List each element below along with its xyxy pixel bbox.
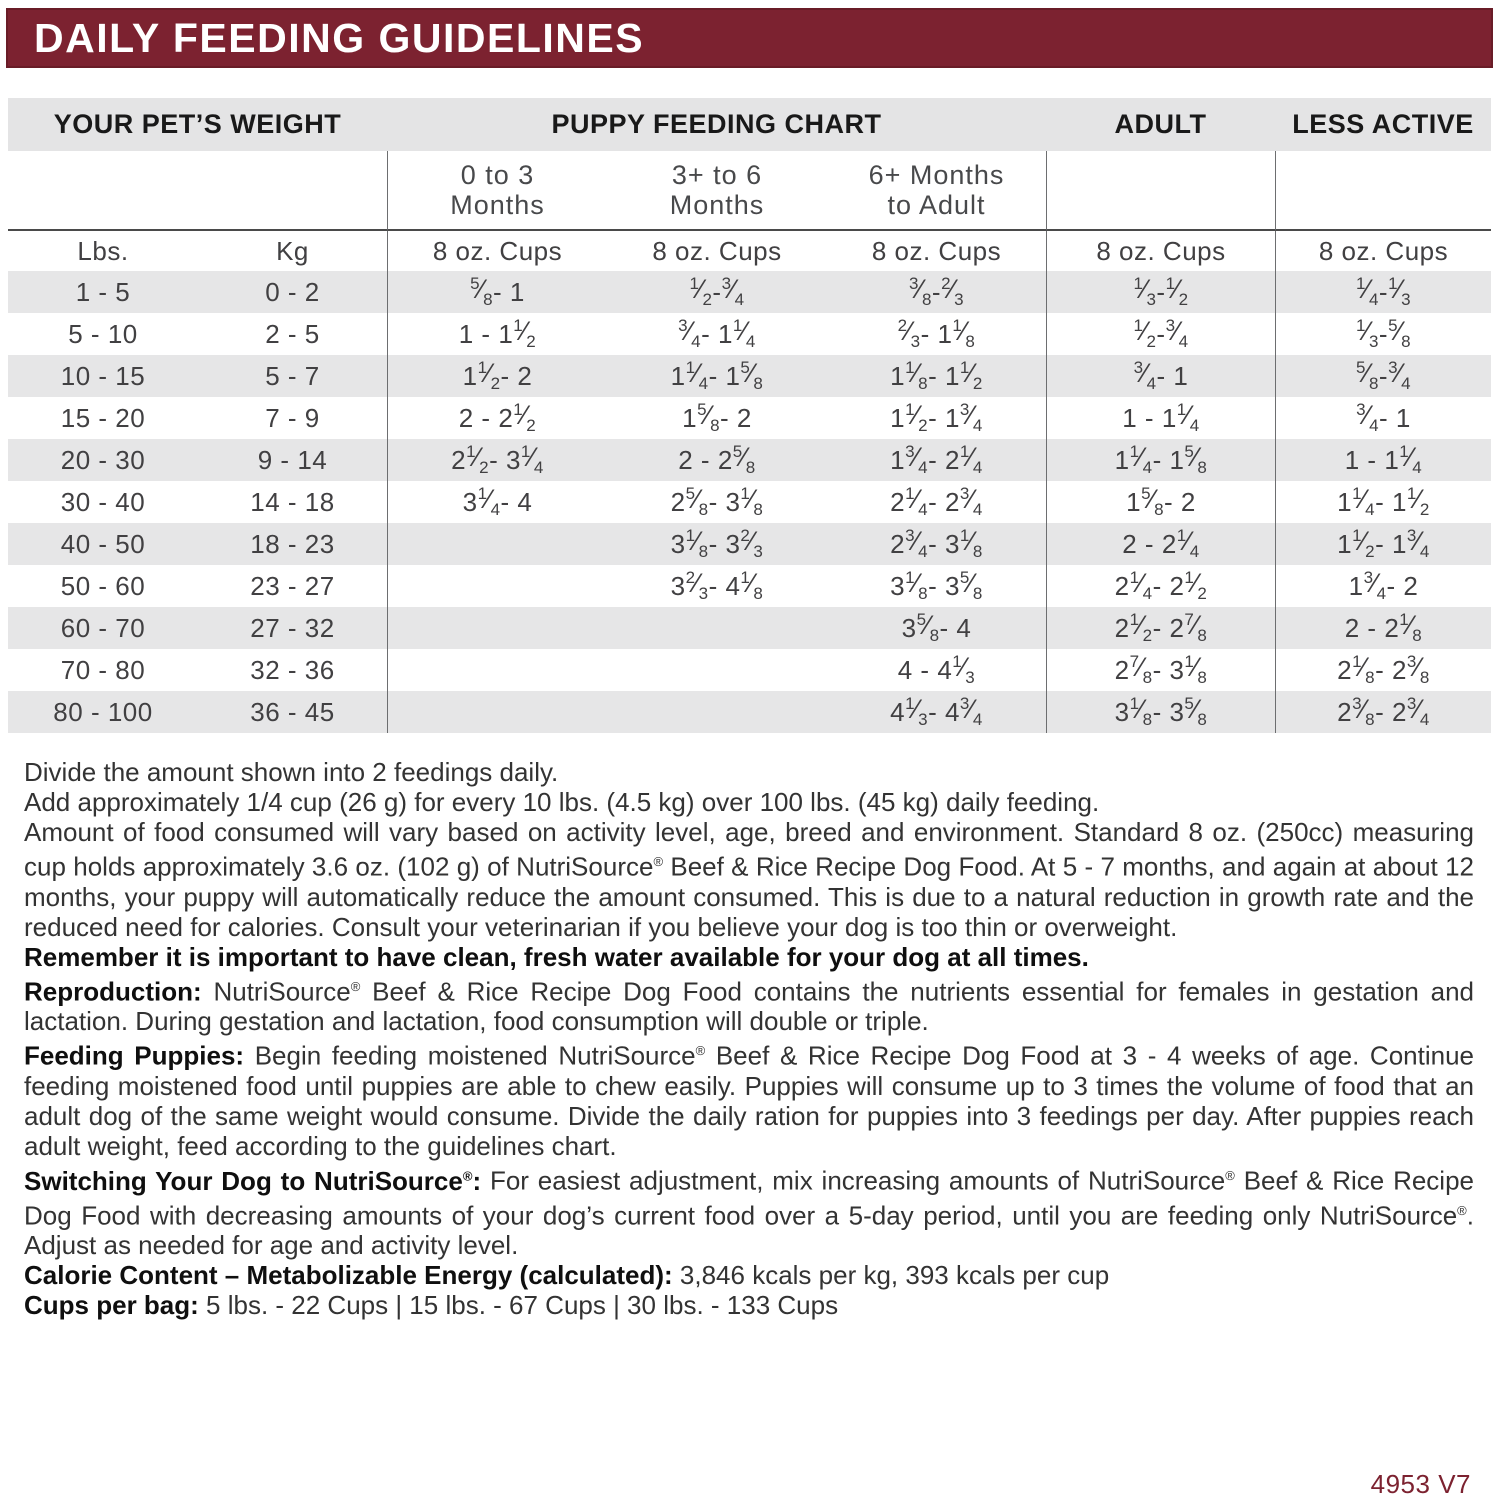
cell-cups: 3 $^1⁄_8$ - 3 $^5⁄_8$ bbox=[890, 568, 983, 603]
cell-kg: 23 - 27 bbox=[250, 570, 335, 601]
age-column-header: 0 to 3 Months bbox=[387, 151, 607, 231]
cell-cups: $^3⁄_4$ - 1 $^1⁄_4$ bbox=[678, 316, 756, 351]
cell-cups: $^1⁄_3$ - $^5⁄_8$ bbox=[1275, 313, 1491, 355]
cell-cups: $^3⁄_4$ - 1 bbox=[1275, 397, 1491, 439]
cups-unit-header: 8 oz. Cups bbox=[387, 231, 607, 271]
cell-lbs: 15 - 20 bbox=[60, 402, 146, 433]
cell-cups: $^1⁄_4$ - $^1⁄_3$ bbox=[1275, 271, 1491, 313]
note-paragraph-calorie-content-metabolizable-energy-calculated: Calorie Content – Metabolizable Energy (calculated): 3,846 kcals per kg, 393 kcals per cup bbox=[24, 1260, 1110, 1291]
months-spacer bbox=[1275, 151, 1491, 231]
group-header-weight: YOUR PET’S WEIGHT bbox=[8, 98, 387, 151]
cell-cups: 3 $^1⁄_8$ - 3 $^5⁄_8$ bbox=[1046, 691, 1275, 733]
cell-lbs: 50 - 60 bbox=[60, 570, 146, 601]
group-header-less-active: LESS ACTIVE bbox=[1275, 98, 1491, 151]
cell-cups: 1 $^1⁄_8$ - 1 $^1⁄_2$ bbox=[827, 355, 1046, 397]
group-header-puppy: PUPPY FEEDING CHART bbox=[387, 98, 1046, 151]
cell-cups: 2 $^1⁄_8$ - 2 $^3⁄_8$ bbox=[1275, 649, 1491, 691]
cell-cups: 1 $^1⁄_4$ - 1 $^5⁄_8$ bbox=[1046, 439, 1275, 481]
feeding-table bbox=[8, 98, 1491, 733]
cell-cups: 2 $^3⁄_8$ - 2 $^3⁄_4$ bbox=[1275, 691, 1491, 733]
cell-lbs: 60 - 70 bbox=[8, 607, 198, 649]
cell-cups: 1 $^3⁄_4$ - 2 $^1⁄_4$ bbox=[827, 439, 1046, 481]
age-column-header: 6+ Months to Adult bbox=[827, 151, 1046, 231]
cell-cups: 1 $^3⁄_4$ - 2 bbox=[1275, 565, 1491, 607]
group-header-adult: ADULT bbox=[1046, 98, 1275, 151]
page-title: DAILY FEEDING GUIDELINES bbox=[34, 14, 645, 61]
cell-cups: 2 $^1⁄_2$ - 3 $^1⁄_4$ bbox=[387, 439, 607, 481]
cell-cups bbox=[387, 523, 607, 565]
cell-cups: 2 $^1⁄_4$ - 2 $^1⁄_2$ bbox=[1046, 565, 1275, 607]
cell-cups: 3 $^1⁄_8$ - 3 $^2⁄_3$ bbox=[607, 523, 827, 565]
cell-lbs: 70 - 80 bbox=[60, 654, 146, 685]
cell-cups: 1 $^1⁄_2$ - 1 $^3⁄_4$ bbox=[1275, 523, 1491, 565]
cell-kg: 18 - 23 bbox=[198, 523, 387, 565]
cell-kg: 2 - 5 bbox=[265, 318, 320, 349]
cell-lbs: 5 - 10 bbox=[68, 318, 138, 349]
cell-kg: 5 - 7 bbox=[198, 355, 387, 397]
cell-cups: $^5⁄_8$ - $^3⁄_4$ bbox=[1275, 355, 1491, 397]
cell-kg: 32 - 36 bbox=[250, 654, 335, 685]
cell-lbs: 80 - 100 bbox=[8, 691, 198, 733]
cell-cups bbox=[387, 607, 607, 649]
cell-cups bbox=[607, 691, 827, 733]
cell-cups: 1 $^1⁄_2$ - 1 $^3⁄_4$ bbox=[890, 400, 983, 435]
cell-cups: 2 - 2 $^1⁄_2$ bbox=[387, 397, 607, 439]
cell-lbs: 20 - 30 bbox=[8, 439, 198, 481]
cell-cups: 2 - 2 $^1⁄_8$ bbox=[1275, 607, 1491, 649]
cell-cups: 3 $^5⁄_8$ - 4 bbox=[827, 607, 1046, 649]
cell-cups: $^1⁄_2$ - $^3⁄_4$ bbox=[1046, 313, 1275, 355]
cell-cups: 4 $^1⁄_3$ - 4 $^3⁄_4$ bbox=[827, 691, 1046, 733]
cell-lbs: 10 - 15 bbox=[8, 355, 198, 397]
feeding-notes bbox=[0, 733, 1499, 1320]
cell-cups: 1 - 1 $^1⁄_2$ bbox=[387, 313, 607, 355]
note-paragraph: Amount of food consumed will vary based on activity level, age, breed and environment. Standard 8 oz. (250cc) measuring cup holds approximately 3.6 oz. (102 g) of NutriSource® Beef & Rice Recipe Dog Food. At 5 - 7 months, and again at about 12 months, your puppy will automatically reduce the amount consumed. This is due to a natural reduction in growth rate and the reduced need for calories. Consult your veterinarian if you believe your dog is too thin or overweight. bbox=[24, 817, 1474, 942]
cell-cups bbox=[607, 649, 827, 691]
cell-cups: $^3⁄_8$ - $^2⁄_3$ bbox=[827, 271, 1046, 313]
cell-cups: 2 $^5⁄_8$ - 3 $^1⁄_8$ bbox=[670, 484, 764, 519]
cell-cups: 1 $^5⁄_8$ - 2 bbox=[682, 400, 752, 435]
cell-kg: 7 - 9 bbox=[265, 402, 320, 433]
cups-unit-header: 8 oz. Cups bbox=[1275, 231, 1491, 271]
cell-cups bbox=[387, 691, 607, 733]
cell-cups: 1 $^5⁄_8$ - 2 bbox=[1046, 481, 1275, 523]
cell-cups bbox=[387, 649, 607, 691]
cell-cups bbox=[387, 565, 607, 607]
note-paragraph: Add approximately 1/4 cup (26 g) for every 10 lbs. (4.5 kg) over 100 lbs. (45 kg) daily feeding. bbox=[24, 787, 1100, 817]
cell-lbs: 40 - 50 bbox=[8, 523, 198, 565]
cell-cups: 2 - 2 $^5⁄_8$ bbox=[607, 439, 827, 481]
cell-cups: 1 $^1⁄_4$ - 1 $^5⁄_8$ bbox=[607, 355, 827, 397]
weight-unit-kg: Kg bbox=[198, 231, 387, 271]
cups-unit-header: 8 oz. Cups bbox=[1046, 231, 1275, 271]
note-paragraph-feeding-puppies: Feeding Puppies: Begin feeding moistened NutriSource® Beef & Rice Recipe Dog Food at 3 - 4 weeks of age. Continue feeding moistened food until puppies are able to chew easily. Puppies will consume up to 3 times the volume of food that an adult dog of the same weight would consume. Divide the daily ration for puppies into 3 feedings per day. After puppies reach adult weight, feed according to the guidelines chart. bbox=[24, 1040, 1474, 1161]
cups-unit-header: 8 oz. Cups bbox=[607, 231, 827, 271]
cell-kg: 27 - 32 bbox=[198, 607, 387, 649]
cell-kg: 14 - 18 bbox=[250, 486, 335, 517]
months-spacer bbox=[8, 151, 387, 231]
cell-kg: 0 - 2 bbox=[198, 271, 387, 313]
note-paragraph-cups-per-bag: Cups per bag: 5 lbs. - 22 Cups | 15 lbs. - 67 Cups | 30 lbs. - 133 Cups bbox=[24, 1290, 839, 1321]
cell-cups: 2 $^7⁄_8$ - 3 $^1⁄_8$ bbox=[1046, 649, 1275, 691]
cell-kg: 36 - 45 bbox=[198, 691, 387, 733]
cups-unit-header: 8 oz. Cups bbox=[827, 231, 1046, 271]
cell-kg: 9 - 14 bbox=[198, 439, 387, 481]
cell-cups: $^2⁄_3$ - 1 $^1⁄_8$ bbox=[897, 316, 976, 351]
cell-cups: 1 - 1 $^1⁄_4$ bbox=[1046, 397, 1275, 439]
cell-cups bbox=[607, 607, 827, 649]
note-paragraph-switching-your-dog-to-nutrisource: Switching Your Dog to NutriSource®: For easiest adjustment, mix increasing amounts of NutriSource® Beef & Rice Recipe Dog Food with decreasing amounts of your dog’s current food over a 5-day period, until you are feeding only NutriSource®. Adjust as needed for age and activity level. bbox=[24, 1165, 1474, 1261]
cell-cups: 1 $^1⁄_2$ - 2 bbox=[387, 355, 607, 397]
cell-cups: 4 - 4 $^1⁄_3$ bbox=[897, 652, 976, 687]
note-paragraph: Remember it is important to have clean, fresh water available for your dog at all times. bbox=[24, 941, 1089, 972]
cell-cups: $^1⁄_3$ - $^1⁄_2$ bbox=[1046, 271, 1275, 313]
cell-cups: 3 $^1⁄_4$ - 4 bbox=[387, 481, 607, 523]
cell-cups: 2 $^3⁄_4$ - 3 $^1⁄_8$ bbox=[827, 523, 1046, 565]
months-spacer bbox=[1046, 151, 1275, 231]
cell-lbs: 30 - 40 bbox=[60, 486, 146, 517]
cell-cups: $^3⁄_4$ - 1 bbox=[1046, 355, 1275, 397]
cell-lbs: 1 - 5 bbox=[8, 271, 198, 313]
note-paragraph: Divide the amount shown into 2 feedings daily. bbox=[24, 757, 559, 787]
cell-cups: 2 $^1⁄_2$ - 2 $^7⁄_8$ bbox=[1046, 607, 1275, 649]
cell-cups: $^1⁄_2$ - $^3⁄_4$ bbox=[607, 271, 827, 313]
cell-cups: 1 $^1⁄_4$ - 1 $^1⁄_2$ bbox=[1275, 481, 1491, 523]
cell-cups: 1 - 1 $^1⁄_4$ bbox=[1275, 439, 1491, 481]
title-bar bbox=[6, 8, 1493, 68]
cell-cups: 3 $^2⁄_3$ - 4 $^1⁄_8$ bbox=[670, 568, 764, 603]
weight-unit-lbs: Lbs. bbox=[8, 231, 198, 271]
age-column-header: 3+ to 6 Months bbox=[607, 151, 827, 231]
cell-cups: 2 - 2 $^1⁄_4$ bbox=[1046, 523, 1275, 565]
version-code: 4953 V7 bbox=[1370, 1469, 1471, 1499]
cell-cups: $^5⁄_8$ - 1 bbox=[387, 271, 607, 313]
cell-cups: 2 $^1⁄_4$ - 2 $^3⁄_4$ bbox=[890, 484, 983, 519]
note-paragraph-reproduction: Reproduction: NutriSource® Beef & Rice Recipe Dog Food contains the nutrients essential for females in gestation and lactation. During gestation and lactation, food consumption will double or triple. bbox=[24, 976, 1474, 1037]
